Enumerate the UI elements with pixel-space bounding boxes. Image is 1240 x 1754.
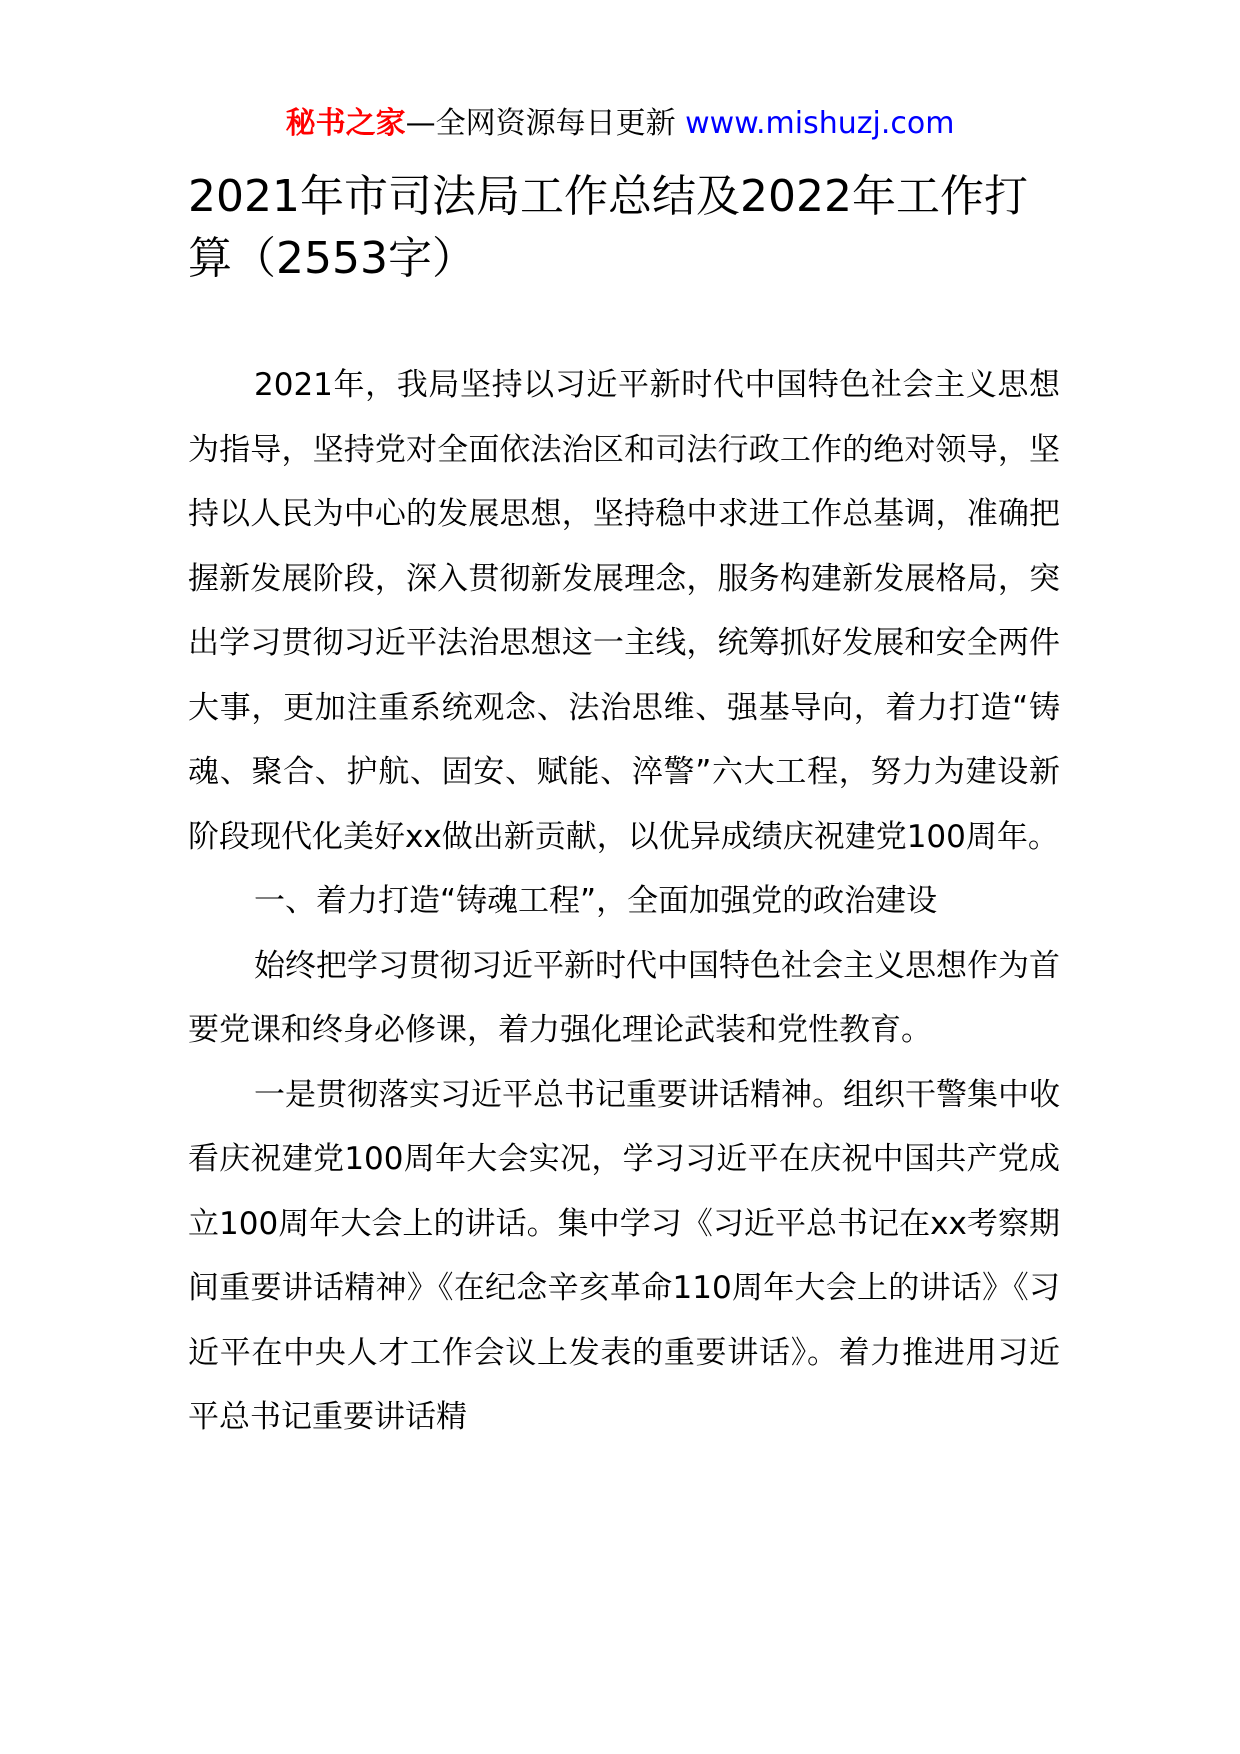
paragraph-intro: 2021年，我局坚持以习近平新时代中国特色社会主义思想为指导，坚持党对全面依法治区和司法行政工作的绝对领导，坚持以人民为中心的发展思想，坚持稳中求进工作总基调，准确把握新发展阶段，深入贯彻新发展理念，服务构建新发展格局，突出学习贯彻习近平法治思想这一主线，统筹抓好发展和安全两件大事，更加注重系统观念、法治思维、强基导向，着力打造“铸魂、聚合、护航、固安、赋能、淬警”六大工程，努力为建设新阶段现代化美好xx做出新贡献，以优异成绩庆祝建党100周年。 [188,367,1060,855]
paragraph-section-1-intro: 始终把学习贯彻习近平新时代中国特色社会主义思想作为首要党课和终身必修课，着力强化理论武装和党性教育。 [188,947,1060,1048]
header-slogan: —全网资源每日更新 [405,106,686,141]
document-title: 2021年市司法局工作总结及2022年工作打算（2553字） [188,171,1028,284]
paragraph-section-1-item-1: 一是贯彻落实习近平总书记重要讲话精神。组织干警集中收看庆祝建党100周年大会实况，学习习近平在庆祝中国共产党成立100周年大会上的讲话。集中学习《习近平总书记在xx考察期间重要讲话精神》《在纪念辛亥革命110周年大会上的讲话》《习近平在中央人才工作会议上发表的重要讲话》。着力推进用习近平总书记重要讲话精 [188,1076,1060,1435]
brand-name: 秘书之家 [285,106,406,141]
document-body [188,353,1060,1450]
section-heading-1: 一、着力打造“铸魂工程”，全面加强党的政治建设 [254,883,938,919]
site-url-link[interactable]: www.mishuzj.com [685,106,955,141]
site-header [0,104,1240,144]
